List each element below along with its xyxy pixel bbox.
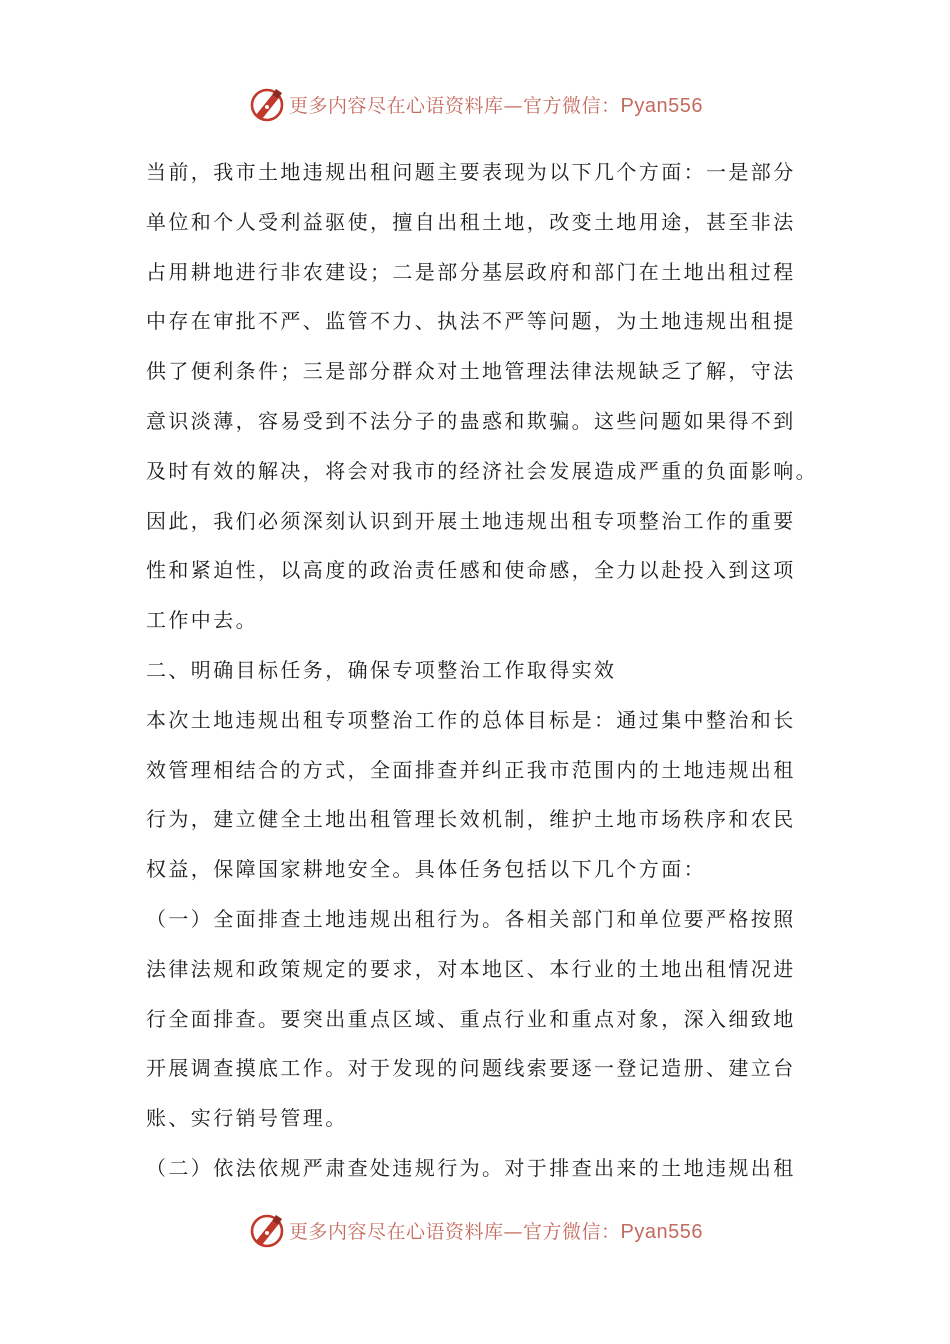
paragraph-line: 因此，我们必须深刻认识到开展土地违规出租专项整治工作的重要	[146, 508, 796, 533]
paragraph-line: 单位和个人受利益驱使，擅自出租土地，改变土地用途，甚至非法	[146, 209, 796, 234]
pen-nib-circle-icon	[247, 1210, 287, 1250]
banner-text: 更多内容尽在心语资料库—官方微信：	[289, 94, 621, 117]
header-watermark-banner	[0, 82, 950, 126]
wechat-id: Pyan556	[620, 1220, 703, 1243]
paragraph-line: 权益，保障国家耕地安全。具体任务包括以下几个方面：	[146, 857, 706, 882]
paragraph-line: （二）依法依规严肃查处违规行为。对于排查出来的土地违规出租	[146, 1155, 796, 1180]
section-heading: 二、明确目标任务，确保专项整治工作取得实效	[146, 657, 617, 682]
footer-watermark-banner	[0, 1208, 950, 1252]
wechat-id: Pyan556	[620, 94, 703, 117]
paragraph-line: 供了便利条件；三是部分群众对土地管理法律法规缺乏了解，守法	[146, 359, 796, 384]
paragraph-line: （一）全面排查土地违规出租行为。各相关部门和单位要严格按照	[146, 906, 796, 931]
document-body	[146, 148, 846, 1194]
paragraph-line: 开展调查摸底工作。对于发现的问题线索要逐一登记造册、建立台	[146, 1056, 796, 1081]
paragraph-line: 法律法规和政策规定的要求，对本地区、本行业的土地出租情况进	[146, 956, 796, 981]
paragraph-line: 意识淡薄，容易受到不法分子的蛊惑和欺骗。这些问题如果得不到	[146, 408, 796, 433]
paragraph-line: 当前，我市土地违规出租问题主要表现为以下几个方面：一是部分	[146, 160, 796, 184]
paragraph-line: 本次土地违规出租专项整治工作的总体目标是：通过集中整治和长	[146, 707, 796, 732]
paragraph-line: 行为，建立健全土地出租管理长效机制，维护土地市场秩序和农民	[146, 807, 796, 832]
paragraph-line: 占用耕地进行非农建设；二是部分基层政府和部门在土地出租过程	[146, 259, 796, 284]
paragraph-line: 行全面排查。要突出重点区域、重点行业和重点对象，深入细致地	[146, 1006, 796, 1031]
paragraph-line: 账、实行销号管理。	[146, 1106, 348, 1131]
paragraph-line: 效管理相结合的方式，全面排查并纠正我市范围内的土地违规出租	[146, 757, 796, 782]
paragraph-line: 工作中去。	[146, 608, 258, 633]
paragraph-line: 性和紧迫性，以高度的政治责任感和使命感，全力以赴投入到这项	[146, 558, 796, 583]
paragraph-line: 及时有效的解决，将会对我市的经济社会发展造成严重的负面影响。	[146, 458, 818, 483]
banner-text: 更多内容尽在心语资料库—官方微信：	[289, 1220, 621, 1243]
pen-nib-circle-icon	[247, 84, 287, 124]
paragraph-line: 中存在审批不严、监管不力、执法不严等问题，为土地违规出租提	[146, 309, 796, 334]
